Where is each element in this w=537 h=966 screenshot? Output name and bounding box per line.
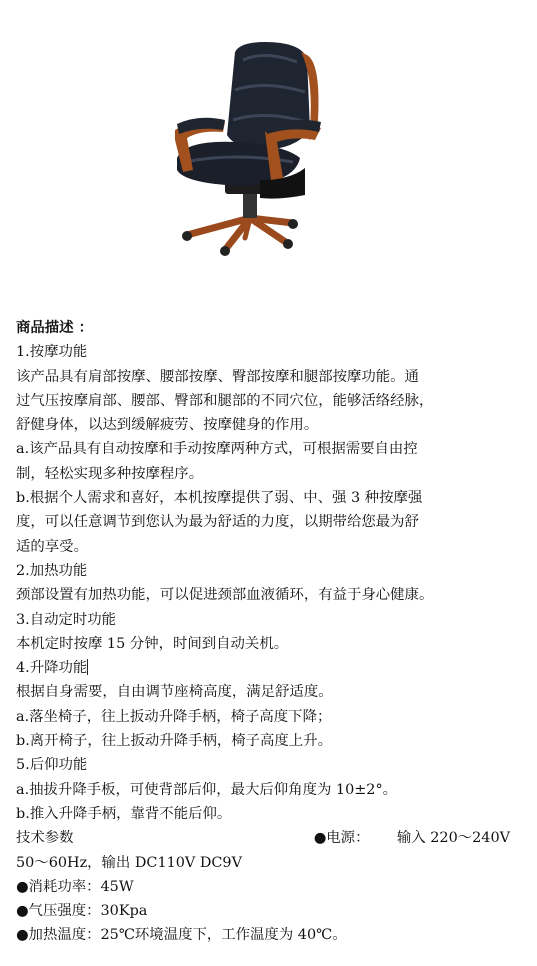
body-line: 根据自身需要，自由调节座椅高度，满足舒适度。 [16, 684, 333, 701]
heating-spec: ●加热温度：25℃环境温度下，工作温度为 40℃。 [16, 927, 347, 944]
heading-lift [16, 656, 522, 680]
body-line: 适的享受。 [16, 538, 88, 555]
power-continued: 50～60Hz，输出 DC110V DC9V [16, 854, 242, 871]
body-line: 制，轻松实现多种按摩程序。 [16, 465, 204, 482]
power-spec [314, 826, 522, 850]
body-line: b.推入升降手柄，靠背不能后仰。 [16, 805, 232, 822]
body-line: 颈部设置有加热功能，可以促进颈部血液循环，有益于身心健康。 [16, 587, 434, 604]
text-cursor [87, 659, 88, 675]
consumption-spec: ●消耗功率：45W [16, 878, 134, 895]
body-line: 过气压按摩肩部、腰部、臀部和腿部的不同穴位，能够活络经脉， [16, 392, 434, 409]
heading-timer: 3.自动定时功能 [16, 611, 117, 628]
body-line: 舒健身体，以达到缓解疲劳、按摩健身的作用。 [16, 417, 319, 434]
body-line: a.抽拔升降手板，可使背部后仰，最大后仰角度为 10±2°。 [16, 781, 398, 798]
power-value: 输入 220～240V [396, 830, 510, 847]
body-line: 该产品具有肩部按摩、腰部按摩、臀部按摩和腿部按摩功能。通 [16, 368, 419, 385]
body-line: 度，可以任意调节到您认为最为舒适的力度，以期带给您最为舒 [16, 514, 419, 531]
heading-massage: 1.按摩功能 [16, 344, 88, 361]
pressure-spec: ●气压强度：30Kpa [16, 903, 148, 920]
body-line: 本机定时按摩 15 分钟，时间到自动关机。 [16, 635, 289, 652]
body-line: b.离开椅子，往上扳动升降手柄，椅子高度上升。 [16, 733, 332, 750]
specs-label: 技术参数 [16, 830, 74, 847]
chair-product-image [165, 40, 335, 260]
section-title: 商品描述 ： [16, 319, 93, 336]
body-line: b.根据个人需求和喜好，本机按摩提供了弱、中、强 3 种按摩强 [16, 490, 423, 507]
body-line: a.落坐椅子，往上扳动升降手柄，椅子高度下降； [16, 708, 332, 725]
heading-recline: 5.后仰功能 [16, 757, 88, 774]
specs-header-row [16, 826, 522, 850]
heading-heating: 2.加热功能 [16, 562, 88, 579]
power-label: ●电源： [313, 830, 370, 847]
body-line: a.该产品具有自动按摩和手动按摩两种方式，可根据需要自由控 [16, 441, 418, 458]
heading-lift-text: 4.升降功能 [16, 660, 88, 677]
product-description [16, 316, 522, 948]
